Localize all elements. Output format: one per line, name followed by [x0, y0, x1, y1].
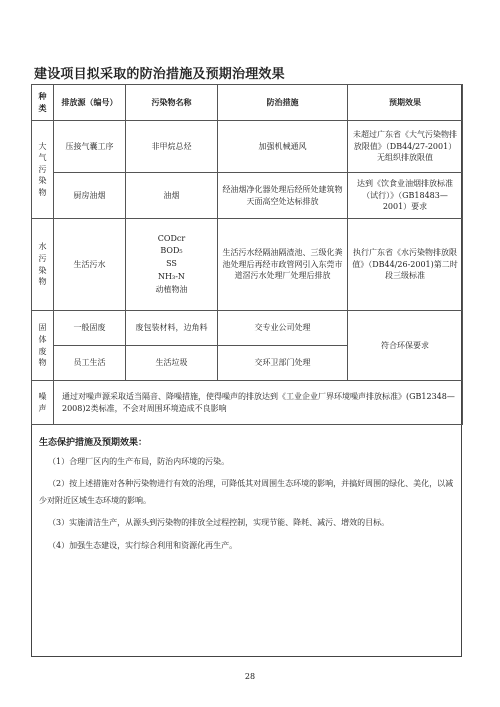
category-air: 大气污染物 [32, 121, 54, 219]
eco-item: （1）合理厂区内的生产布局，防治内环境的污染。 [48, 457, 230, 466]
measures-table [31, 84, 463, 425]
effect-cell: 未超过广东省《大气污染物排放限值》（DB44/27-2001）无组织排放限值 [348, 121, 463, 173]
category-water: 水污染物 [32, 219, 54, 311]
table-row [32, 381, 463, 425]
pollutant-cell: 废包装材料，边角料 [126, 311, 218, 346]
header-measure: 防治措施 [218, 85, 348, 121]
category-solid: 固体废物 [32, 311, 54, 381]
noise-text: 通过对噪声源采取适当隔音、降噪措施，使得噪声的排放达到《工业企业厂界环境噪声排放标准》(GB12348—2008)2类标准，不会对周围环境造成不良影响 [54, 381, 463, 425]
pollutant-item: CODcr [157, 233, 186, 243]
table-row [32, 173, 463, 219]
measure-cell: 经油烟净化器处理后经所处建筑物天面高空处达标排放 [218, 173, 348, 219]
table-header-row [32, 85, 463, 121]
source-cell: 员工生活 [54, 346, 126, 381]
source-cell: 厨房油烟 [54, 173, 126, 219]
eco-item: （2）按上述措施对各种污染物进行有效的治理，可降低其对周围生态环境的影响，并搞好周围的绿化、美化，以减少对附近区域生态环境的影响。 [39, 479, 454, 505]
header-effect: 预期效果 [348, 85, 463, 121]
pollutant-item: BOD₅ [160, 246, 183, 256]
table-row [32, 311, 463, 346]
eco-item: （4）加强生态建设，实行综合利用和资源化再生产。 [48, 540, 238, 550]
pollutant-item: NH₃-N [158, 271, 185, 281]
pollutant-cell: 非甲烷总烃 [126, 121, 218, 173]
eco-title: 生态保护措施及预期效果： [39, 438, 148, 448]
eco-section [31, 424, 462, 560]
header-type: 种类 [32, 85, 54, 121]
header-source: 排放源（编号） [54, 85, 126, 121]
measure-cell: 交环卫部门处理 [218, 346, 348, 381]
effect-cell: 执行广东省《水污染物排放限值》（DB44/26-2001)第二时段三级标准 [348, 219, 463, 311]
page-number: 28 [244, 672, 256, 681]
pollutant-item: 动植物油 [155, 284, 188, 294]
source-cell: 压接气囊工序 [54, 121, 126, 173]
category-noise: 噪声 [32, 381, 54, 425]
effect-cell: 符合环保要求 [348, 311, 463, 381]
header-pollutant: 污染物名称 [126, 85, 218, 121]
measure-cell: 加强机械通风 [218, 121, 348, 173]
effect-cell: 达到《饮食业油烟排放标准（试行）》（GB18483—2001）要求 [348, 173, 463, 219]
measure-cell: 交专业公司处理 [218, 311, 348, 346]
pollutant-list [126, 219, 218, 311]
source-cell: 一般固废 [54, 311, 126, 346]
measure-cell: 生活污水经隔油隔渣池、三级化粪池处理后再经市政管网引入东莞市道滘污水处理厂处理后排放 [218, 219, 348, 311]
table-row [32, 219, 463, 311]
eco-item: （3）实施清洁生产，从源头到污染物的排放全过程控制，实现节能、降耗、减污、增效的目标。 [48, 518, 390, 528]
pollutant-item: SS [166, 259, 177, 269]
source-cell: 生活污水 [54, 219, 126, 311]
table-row [32, 121, 463, 173]
section-title: 建设项目拟采取的防治措施及预期治理效果 [34, 67, 285, 82]
pollutant-cell: 生活垃圾 [126, 346, 218, 381]
pollutant-cell: 油烟 [126, 173, 218, 219]
